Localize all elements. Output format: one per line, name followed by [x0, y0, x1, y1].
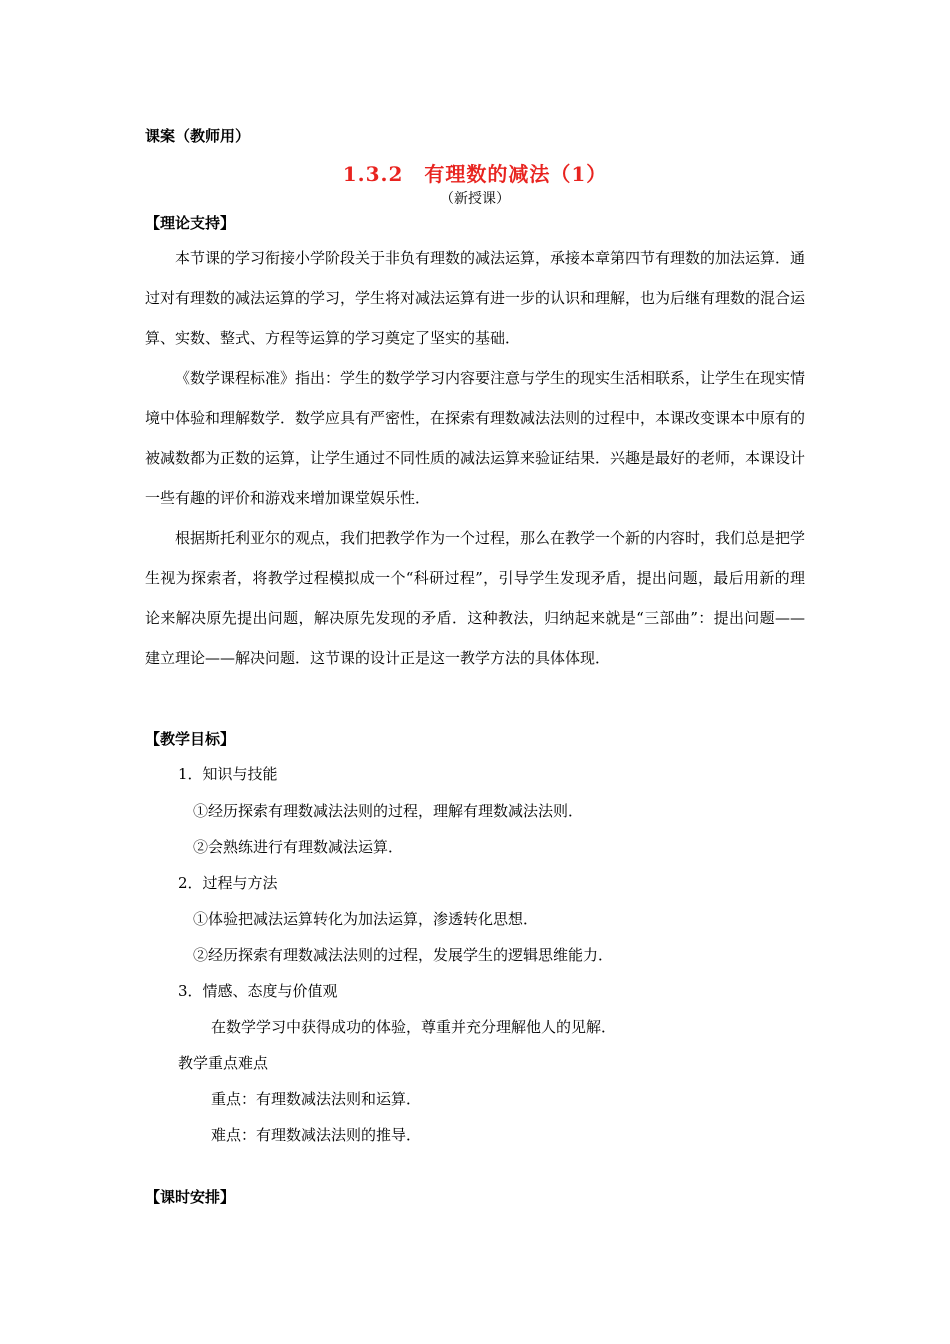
- goal-item: ②会熟练进行有理数减法运算．: [193, 838, 404, 856]
- goal-heading-knowledge: 1．知识与技能: [178, 765, 278, 783]
- goal-item: ①体验把减法运算转化为加法运算，渗透转化思想．: [193, 910, 539, 928]
- page-title: 1.3.2 有理数的减法（1）: [342, 162, 608, 186]
- goal-heading-process: 2．过程与方法: [178, 874, 278, 892]
- key-point: 重点：有理数减法法则和运算．: [211, 1090, 422, 1108]
- goal-item: ①经历探索有理数减法法则的过程，理解有理数减法法则．: [193, 802, 584, 820]
- theory-paragraph-1: 本节课的学习衔接小学阶段关于非负有理数的减法运算，承接本章第四节有理数的加法运算．通过对有理数的减法运算的学习，学生将对减法运算有进一步的认识和理解，也为后继有理数的混合运算、实数、整式、方程等运算的学习奠定了坚实的基础．: [145, 249, 806, 347]
- page-subtitle: （新授课）: [440, 191, 510, 207]
- goal-item: 在数学学习中获得成功的体验，尊重并充分理解他人的见解．: [211, 1018, 617, 1036]
- difficulty-point: 难点：有理数减法法则的推导．: [211, 1126, 422, 1144]
- goal-heading-attitude: 3．情感、态度与价值观: [178, 982, 338, 1000]
- goal-item: ②经历探索有理数减法法则的过程，发展学生的逻辑思维能力．: [193, 946, 614, 964]
- section-heading-goals: 【教学目标】: [145, 730, 236, 748]
- key-points-heading: 教学重点难点: [178, 1054, 269, 1072]
- section-heading-theory: 【理论支持】: [145, 214, 236, 232]
- theory-paragraph-3: 根据斯托利亚尔的观点，我们把教学作为一个过程，那么在教学一个新的内容时，我们总是把学生视为探索者，将教学过程模拟成一个“科研过程”，引导学生发现矛盾，提出问题，最后用新的理论来解决原先提出问题，解决原先发现的矛盾．这种教法，归纳起来就是“三部曲”：提出问题——建立理论——解决问题．这节课的设计正是这一教学方法的具体体现．: [145, 529, 806, 667]
- theory-paragraph-2: 《数学课程标准》指出：学生的数学学习内容要注意与学生的现实生活相联系，让学生在现实情境中体验和理解数学．数学应具有严密性，在探索有理数减法法则的过程中，本课改变课本中原有的被减数都为正数的运算，让学生通过不同性质的减法运算来验证结果．兴趣是最好的老师，本课设计一些有趣的评价和游戏来增加课堂娱乐性．: [145, 369, 806, 507]
- document-header: 课案（教师用）: [145, 127, 251, 145]
- section-heading-schedule: 【课时安排】: [145, 1188, 236, 1206]
